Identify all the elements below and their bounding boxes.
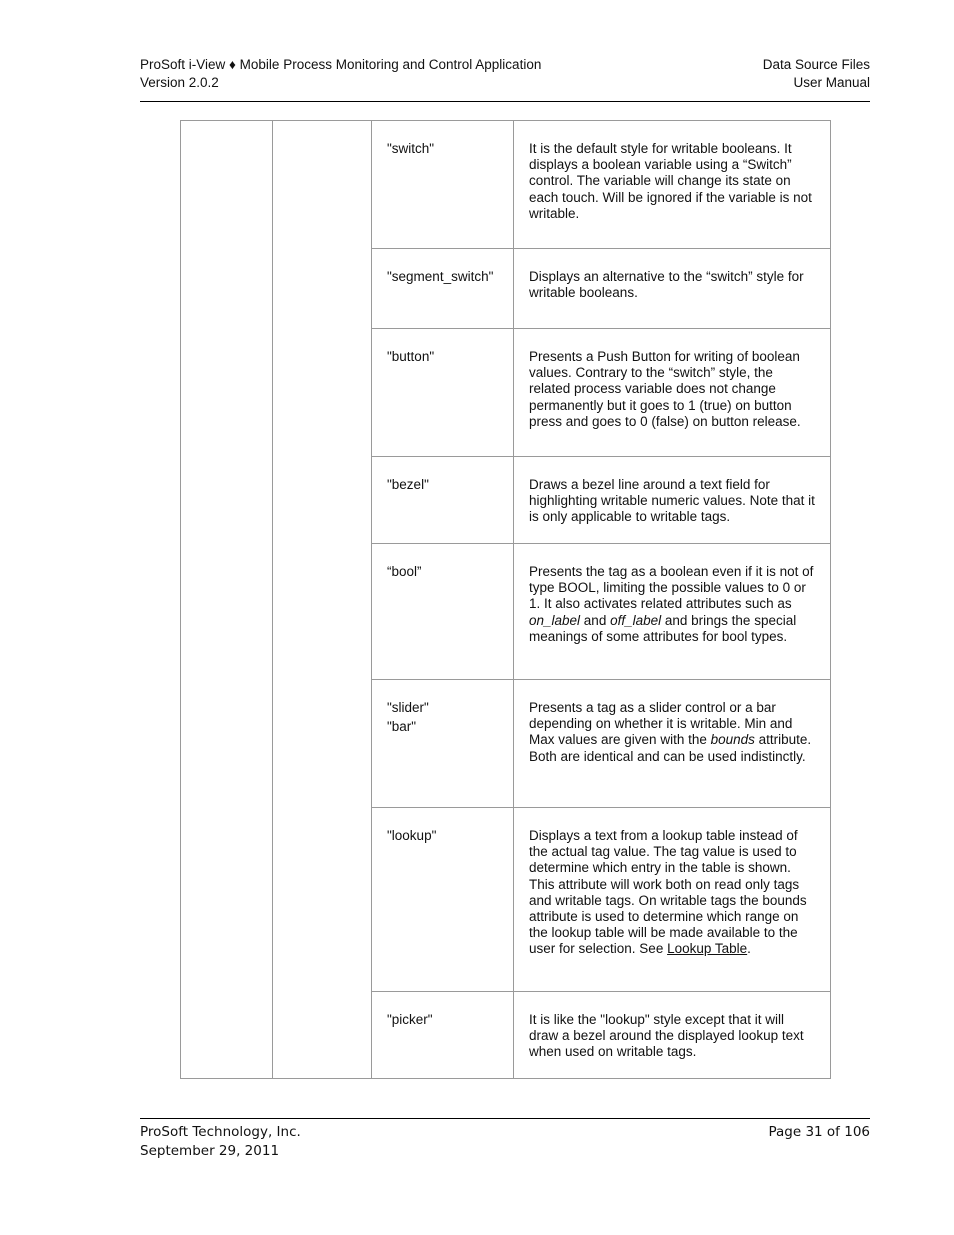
desc-part: and brings the special meanings of some attributes for bool types. — [529, 612, 797, 644]
attribute-name: off_label — [610, 612, 662, 628]
empty-column-1 — [181, 121, 273, 1079]
style-key-text: "picker" — [387, 1012, 433, 1027]
style-description: Displays an alternative to the “switch” style for writable booleans. — [514, 249, 831, 329]
style-key-text: "segment_switch" — [387, 269, 494, 284]
style-key-text: “bool” — [387, 564, 422, 579]
footer-right — [768, 1123, 870, 1142]
page-number: Page 31 of 106 — [768, 1124, 870, 1140]
lookup-table-link[interactable]: Lookup Table — [667, 941, 748, 957]
document-date: September 29, 2011 — [140, 1143, 280, 1159]
style-key-text: "lookup" — [387, 828, 437, 843]
header-right — [763, 56, 870, 92]
style-key — [372, 680, 514, 808]
desc-part: attribute. Both are identical and can be used indistinctly. — [529, 732, 812, 764]
style-key-text: "bezel" — [387, 477, 429, 492]
style-key — [372, 992, 514, 1079]
document-title: ProSoft i-View ♦ Mobile Process Monitoring and Control Application — [140, 57, 542, 72]
page-footer — [140, 1118, 870, 1159]
footer-left — [140, 1123, 301, 1161]
style-description — [514, 680, 831, 808]
style-key — [372, 249, 514, 329]
desc-part: . — [747, 941, 751, 957]
table-row — [181, 121, 831, 249]
attribute-name: on_label — [529, 612, 581, 628]
empty-column-2 — [273, 121, 372, 1079]
document-version: Version 2.0.2 — [140, 75, 219, 90]
company-name: ProSoft Technology, Inc. — [140, 1124, 301, 1140]
header-left — [140, 56, 541, 92]
style-key — [372, 808, 514, 992]
desc-part: Displays a text from a lookup table instead of the actual tag value. The tag value is used to determine which entry in the table is shown. This attribute will work both on read only tags and writable tags. On writable tags the bounds attribute is used to determine which range on the lookup table will be made available to the user for selection. See — [529, 828, 807, 957]
desc-part: and — [580, 612, 611, 628]
style-key-text: "button" — [387, 349, 435, 364]
style-key-text-2: "bar" — [387, 719, 417, 735]
desc-part: Presents a tag as a slider control or a bar depending on whether it is writable. Min and Max values are given with the — [529, 700, 793, 748]
section-title: Data Source Files — [762, 57, 870, 72]
attribute-name: bounds — [710, 732, 755, 748]
style-key-text: "slider" — [387, 700, 429, 715]
style-key — [372, 121, 514, 249]
style-key — [372, 457, 514, 544]
style-key — [372, 544, 514, 680]
style-key — [372, 329, 514, 457]
manual-title: User Manual — [793, 75, 870, 90]
style-attribute-table — [180, 120, 831, 1079]
style-description — [514, 544, 831, 680]
style-key-text: "switch" — [387, 141, 435, 156]
style-description — [514, 808, 831, 992]
style-description: Presents a Push Button for writing of boolean values. Contrary to the “switch” style, the related process variable does not change permanently but it goes to 1 (true) on button press and goes to 0 (false) on button release. — [514, 329, 831, 457]
desc-part: Presents the tag as a boolean even if it is not of type BOOL, limiting the possible values to 0 or 1. It also activates related attributes such as — [529, 564, 814, 612]
style-description: It is the default style for writable booleans. It displays a boolean variable using a “Switch” control. The variable will change its state on each touch. Will be ignored if the variable is not writable. — [514, 121, 831, 249]
page-header — [140, 56, 870, 102]
style-description: Draws a bezel line around a text field for highlighting writable numeric values. Note that it is only applicable to writable tags. — [514, 457, 831, 544]
style-description: It is like the "lookup" style except that it will draw a bezel around the displayed lookup text when used on writable tags. — [514, 992, 831, 1079]
